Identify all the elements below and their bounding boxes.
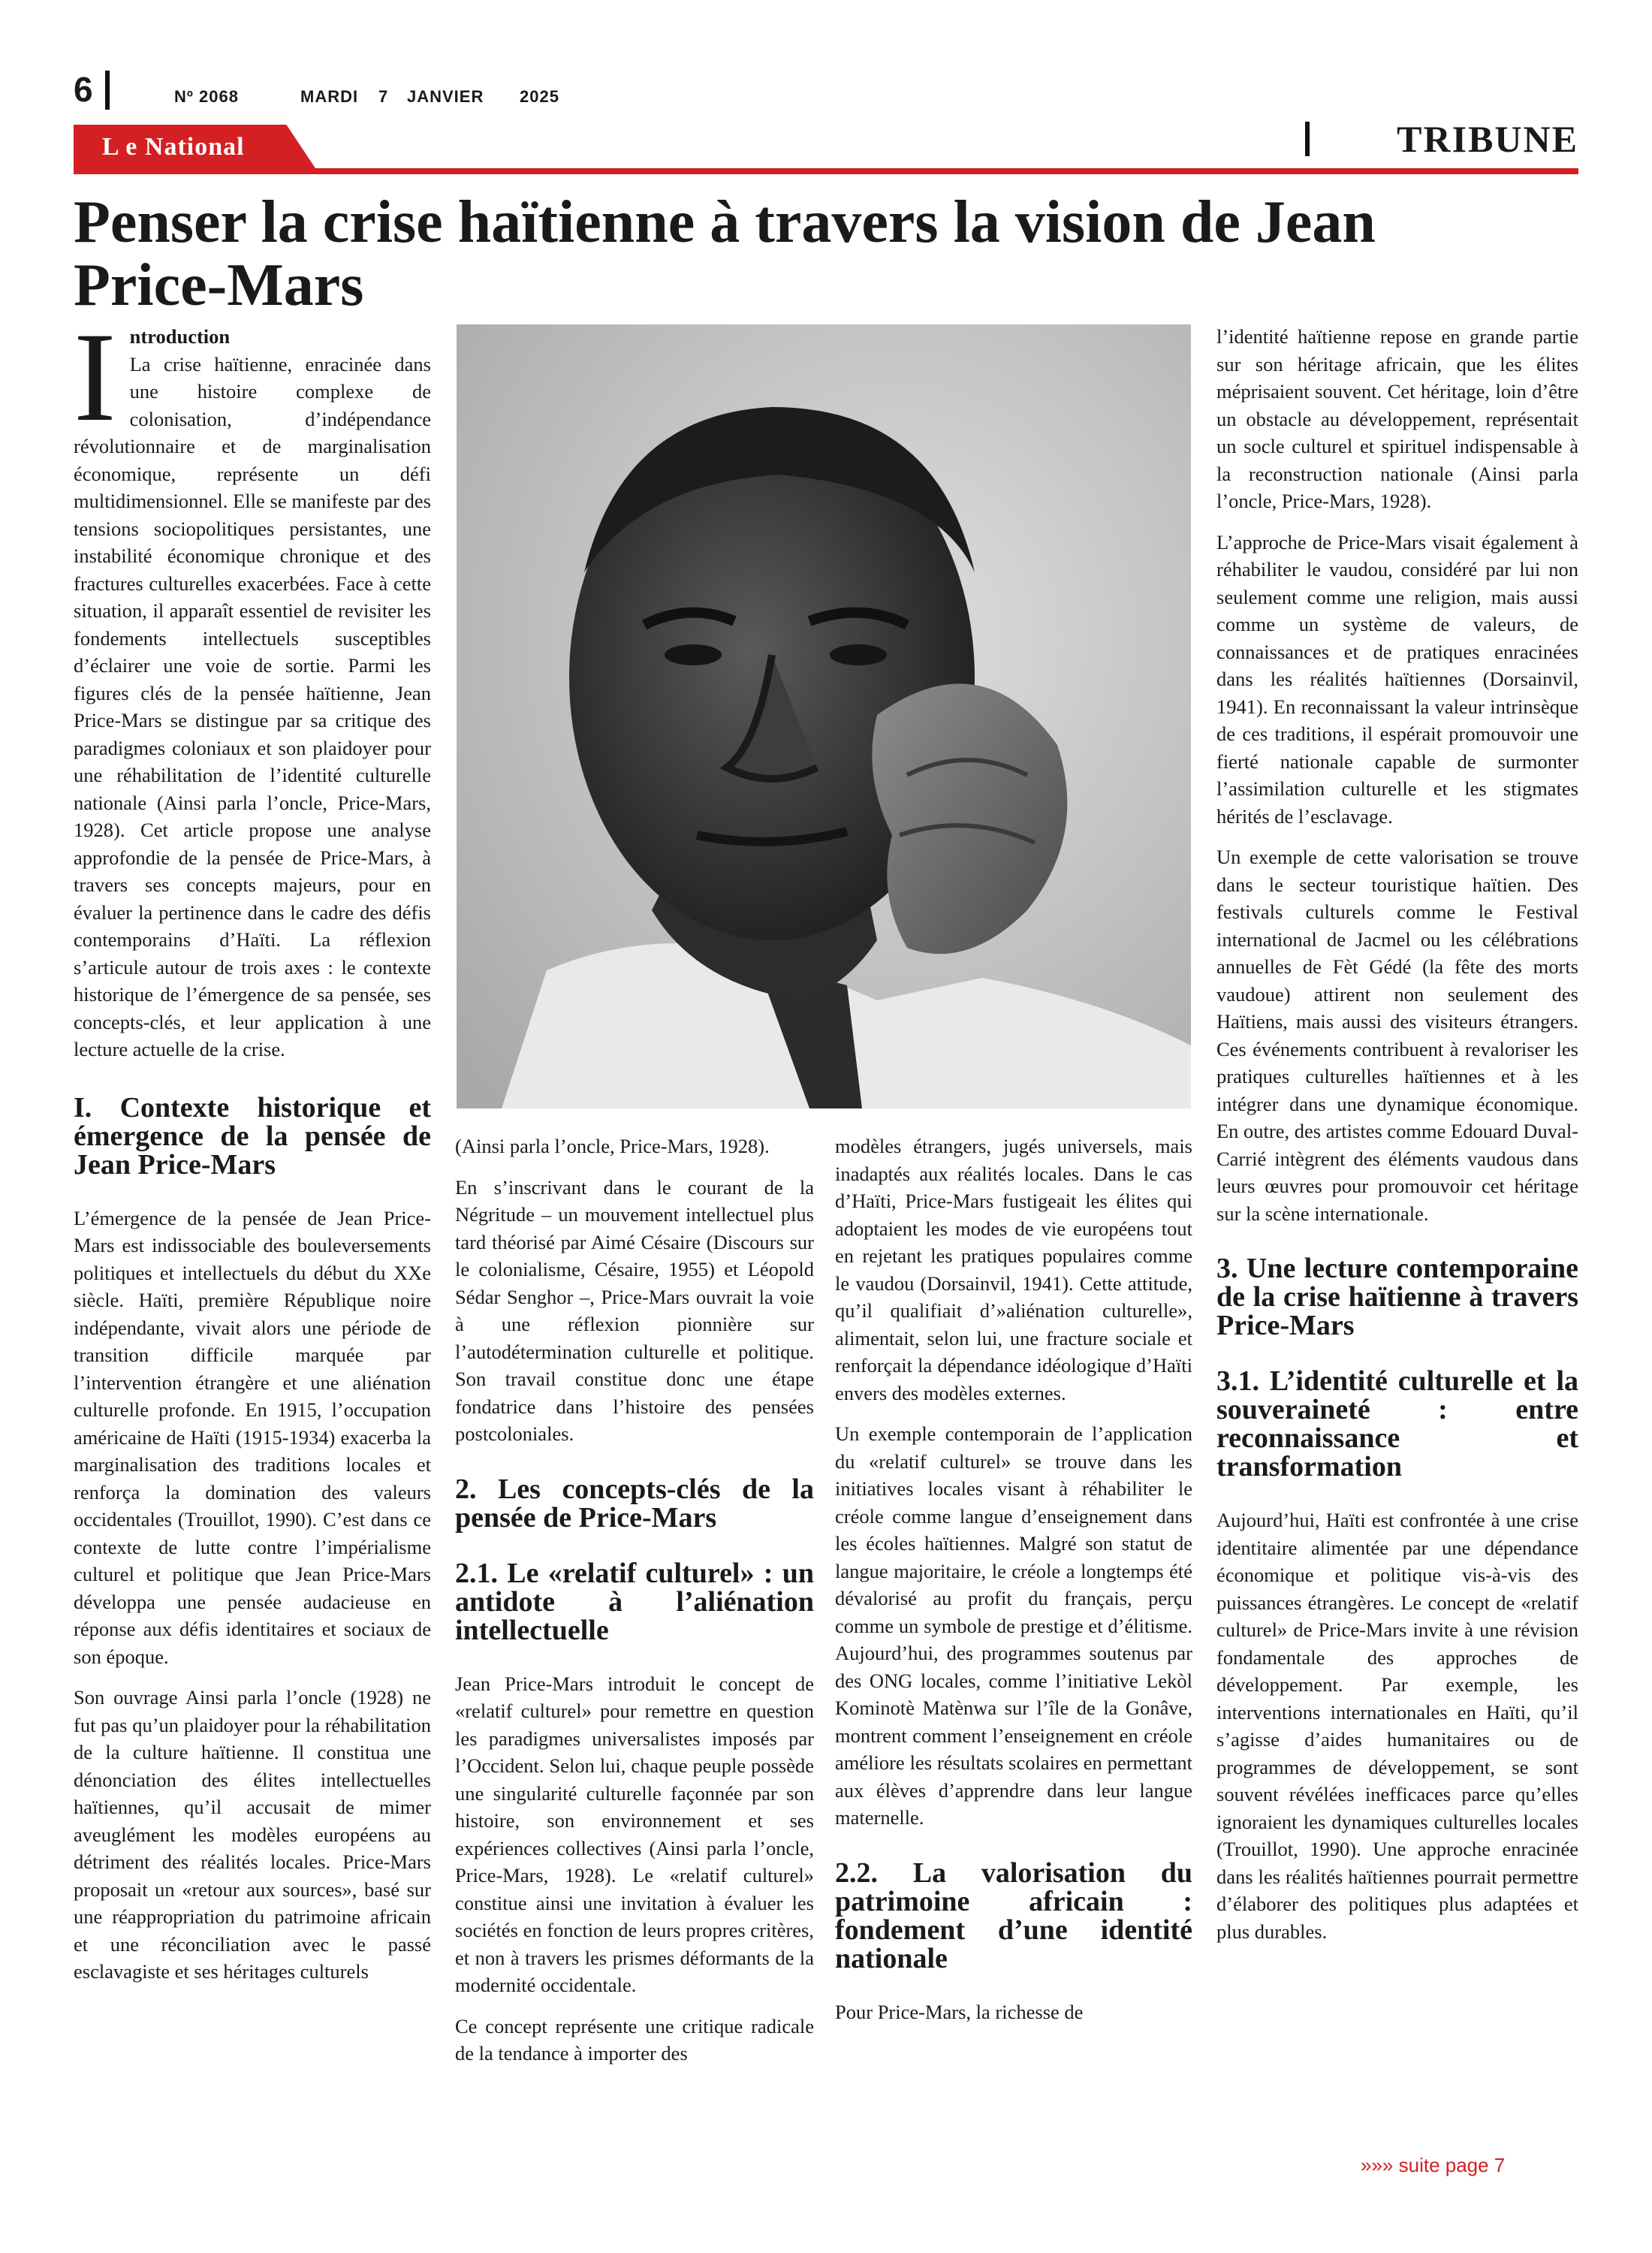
date-weekday: MARDI — [300, 87, 359, 106]
portrait-illustration — [457, 324, 1191, 1108]
date-day: 7 — [378, 87, 389, 106]
section-2-1-heading: 2.1. Le «relatif culturel» : un antidote à l’aliénation intellectuelle — [455, 1557, 814, 1646]
section-3-1-paragraph-1: Aujourd’hui, Haïti est confrontée à une crise identitaire alimentée par une dépendance économique et politique vis-à-vis des puissances étrangères. Le concept de «relatif culturel» de Price-Mars invite à une révision fondamentale des approches de développement. Par exemple, les interventions internationales en Haïti, qu’il s’agisse d’aides humanitaires ou de programmes de développement, se sont souvent révélées inefficaces parce qu’elles ignoraient les dynamiques culturelles locales (Trouillot, 1990). Une approche enracinée dans les réalités haïtiennes pourrait permettre d’élaborer des politiques plus adaptées et plus durables. — [1216, 1509, 1578, 1943]
column-2-paragraph-1: (Ainsi parla l’oncle, Price-Mars, 1928). — [455, 1135, 770, 1157]
page-number-divider — [105, 71, 110, 110]
drop-cap: I — [74, 306, 116, 448]
column-4-paragraph-1: l’identité haïtienne repose en grande partie sur son héritage africain, que les élites méprisaient souvent. Cet héritage, loin d’être un obstacle au développement, représentait un socle culturel et spirituel indispensable à la reconstruction nationale (Ainsi parla l’oncle, Price-Mars, 1928). — [1216, 325, 1578, 512]
header-rule — [74, 168, 1578, 174]
issue-number: Nº 2068 — [174, 87, 239, 106]
column-3-paragraph-1: modèles étrangers, jugés universels, mais inadaptés aux réalités locales. Dans le cas d’Haïti, Price-Mars fustigeait les élites qui adoptaient les modes de vie européens tout en rejetant les pratiques populaires comme le vaudou (Dorsainvil, 1941). Cette attitude, qu’il qualifiait d’»aliénation culturelle», alimentait, selon lui, une fracture sociale et renforçait la dépendance idéologique d’Haïti envers des modèles externes. — [835, 1135, 1192, 1404]
column-2-paragraph-2: En s’inscrivant dans le courant de la Négritude – un mouvement intellectuel plus tard théorisé par Aimé Césaire (Discours sur le colonialisme, Césaire, 1955) et Léopold Sédar Senghor –, Price-Mars ouvrait la voie à une réflexion pionnière sur l’autodétermination culturelle et politique. Son travail constitue donc une étape fondatrice dans l’histoire des pensées postcoloniales. — [455, 1175, 814, 1445]
intro-paragraph — [74, 306, 431, 1063]
column-3-paragraph-2: Un exemple contemporain de l’application du «relatif culturel» se trouve dans les initiatives locales visant à réhabiliter le créole comme langue d’enseignement dans les écoles haïtiennes. Malgré son statut de langue majoritaire, le créole a longtemps été dévalorisé au profit du français, perçu comme un symbole de prestige et d’élitisme. Aujourd’hui, des programmes soutenus par des ONG locales, comme l’initiative Lekòl Kominotè Matènwa sur l’île de la Gonâve, montrent comment l’enseignement en créole améliore les résultats scolaires en permettant aux élèves d’apprendre dans leur langue maternelle. — [835, 1422, 1192, 1829]
section-3-heading: 3. Une lecture contemporaine de la crise haïtienne à travers Price-Mars — [1216, 1253, 1578, 1341]
jean-price-mars-portrait — [457, 324, 1191, 1108]
section-1-paragraph-1: L’émergence de la pensée de Jean Price-Mars est indissociable des bouleversements politiques et intellectuels du début du XXe siècle. Haïti, première République noire indépendante, vivait alors une période de transition difficile marquée par l’intervention étrangère et une aliénation culturelle profonde. En 1915, l’occupation américaine de Haïti (1915-1934) exacerba la marginalisation des traditions locales et renforça la domination des valeurs occidentales (Trouillot, 1990). C’est dans ce contexte de lutte contre l’impérialisme culturel et politique que Jean Price-Mars développa une pensée audacieuse en réponse aux défis identitaires et sociaux de son époque. — [74, 1206, 431, 1668]
column-2 — [455, 1133, 814, 2081]
article-headline: Penser la crise haïtienne à travers la vision de Jean Price-Mars — [74, 189, 1376, 318]
date-year: 2025 — [520, 87, 559, 106]
section-2-1-paragraph-2: Ce concept représente une critique radicale de la tendance à importer des — [455, 2014, 814, 2064]
column-1 — [74, 306, 431, 1999]
section-2-2-paragraph-1: Pour Price-Mars, la richesse de — [835, 2000, 1084, 2023]
column-4-paragraph-3: Un exemple de cette valorisation se trouve dans le secteur touristique haïtien. Des festivals culturels comme le Festival international de Jacmel ou les célébrations annuelles de Fèt Gédé (la fête des morts vaudoue) attirent non seulement des Haïtiens, mais aussi des visiteurs étrangers. Ces événements contribuent à revaloriser les pratiques culturelles haïtiennes et à les intégrer dans une dynamique économique. En outre, des artistes comme Edouard Duval-Carrié intègrent des éléments vaudous dans leurs œuvres pour promouvoir cet héritage sur la scène internationale. — [1216, 846, 1579, 1225]
column-4-paragraph-2: L’approche de Price-Mars visait également à réhabiliter le vaudou, considéré par lui non seulement comme une religion, mais aussi comme un système de valeurs, de connaissances et de pratiques enracinées dans les réalités haïtiennes (Dorsainvil, 1941). En reconnaissant la valeur intrinsèque de ces traditions, il espérait promouvoir une fierté nationale capable de surmonter l’assimilation culturelle et les stigmates hérités de l’esclavage. — [1216, 530, 1578, 828]
intro-label: ntroduction — [129, 325, 231, 348]
section-3-1-heading: 3.1. L’identité culturelle et la souveraineté : entre reconnaissance et transformation — [1216, 1365, 1578, 1482]
date-month: JANVIER — [407, 87, 484, 106]
section-label: TRIBUNE — [1397, 118, 1578, 160]
column-3 — [835, 1133, 1192, 2039]
continued-on-page-link[interactable]: »»» suite page 7 — [1361, 2154, 1506, 2176]
section-1-heading: I. Contexte historique et émergence de la pensée de Jean Price-Mars — [74, 1091, 431, 1181]
section-divider — [1305, 122, 1310, 156]
column-4 — [1216, 323, 1578, 1959]
intro-text: La crise haïtienne, enracinée dans une histoire complexe de colonisation, d’indépendance révolutionnaire et de marginalisation économique, représente un défi multidimensionnel. Elle se manifeste par des tensions sociopolitiques persistantes, une instabilité économique chronique et des fractures culturelles exacerbées. Face à cette situation, il apparaît essentiel de revisiter les fondements intellectuels susceptibles d’éclairer une voie de sortie. Parmi les figures clés de la pensée haïtienne, Jean Price-Mars se distingue par sa critique des paradigmes coloniaux et son plaidoyer pour une réhabilitation de l’identité culturelle nationale (Ainsi parla l’oncle, Price-Mars, 1928). Cet article propose une analyse approfondie de la pensée de Price-Mars, à travers ses concepts majeurs, pour en évaluer la pertinence dans le cadre des défis contemporains d’Haïti. La réflexion s’articule autour de trois axes : le contexte historique de l’émergence de sa pensée, ses concepts-clés, et leur application à une lecture actuelle de la crise. — [74, 352, 431, 1060]
section-2-1-paragraph-1: Jean Price-Mars introduit le concept de «relatif culturel» pour remettre en question les paradigmes universalistes imposés par l’Occident. Selon lui, chaque peuple possède une singularité culturelle façonnée par son histoire, son environnement et ses expériences collectives (Ainsi parla l’oncle, Price-Mars, 1928). Le «relatif culturel» constitue ainsi une invitation à évaluer les sociétés en fonction de leurs propres critères, et non à travers les prismes déformants de la modernité occidentale. — [455, 1672, 814, 1996]
newspaper-brand: L e National — [102, 133, 245, 161]
page-number: 6 — [74, 70, 93, 109]
section-2-heading: 2. Les concepts-clés de la pensée de Price-Mars — [455, 1473, 814, 1534]
section-1-paragraph-2: Son ouvrage Ainsi parla l’oncle (1928) ne fut pas qu’un plaidoyer pour la réhabilitation de la culture haïtienne. Il constitua une dénonciation des élites intellectuelles haïtiennes, qu’il accusait de mimer aveuglément les modèles européens au détriment des réalités locales. Price-Mars proposait un «retour aux sources», basé sur une réappropriation du patrimoine africain et une réconciliation avec le passé esclavagiste et ses héritages culturels — [74, 1686, 431, 1983]
section-2-2-heading: 2.2. La valorisation du patrimoine africain : fondement d’une identité nationale — [835, 1856, 1192, 1974]
